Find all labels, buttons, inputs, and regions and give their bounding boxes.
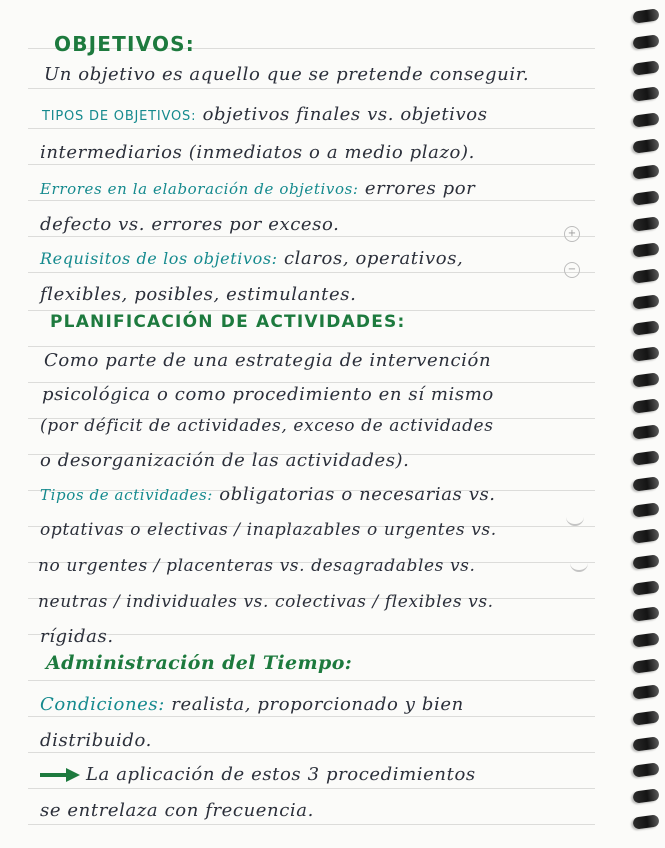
note-line: se entrelaza con frecuencia. bbox=[40, 800, 314, 821]
note-text: objetivos finales vs. objetivos bbox=[202, 104, 488, 125]
ruled-line bbox=[28, 200, 595, 201]
note-text: La aplicación de estos 3 procedimientos bbox=[86, 764, 476, 785]
note-line: distribuido. bbox=[40, 730, 152, 751]
arrow-right-icon bbox=[40, 768, 80, 782]
label-errores: Errores en la elaboración de objetivos: bbox=[40, 180, 359, 198]
note-line: defecto vs. errores por exceso. bbox=[40, 214, 340, 235]
ruled-line bbox=[28, 310, 595, 311]
label-requisitos: Requisitos de los objetivos: bbox=[40, 249, 278, 268]
label-tipos-objetivos: TIPOS DE OBJETIVOS: bbox=[42, 109, 197, 124]
label-tipos-actividades: Tipos de actividades: bbox=[40, 486, 213, 504]
note-line: intermediarios (inmediatos o a medio plazo). bbox=[40, 142, 475, 163]
note-line: (por déficit de actividades, exceso de actividades bbox=[40, 416, 494, 436]
ruled-line bbox=[28, 680, 595, 681]
note-line: no urgentes / placenteras vs. desagradables vs. bbox=[38, 556, 476, 576]
note-line: Un objetivo es aquello que se pretende conseguir. bbox=[44, 64, 530, 85]
heading-administracion: Administración del Tiempo: bbox=[46, 652, 353, 674]
margin-mark bbox=[570, 558, 588, 572]
ruled-line bbox=[28, 164, 595, 165]
ruled-line bbox=[28, 128, 595, 129]
ruled-line bbox=[28, 236, 595, 237]
note-line: o desorganización de las actividades). bbox=[40, 450, 410, 471]
note-text: obligatorias o necesarias vs. bbox=[219, 484, 496, 505]
ruled-line bbox=[28, 716, 595, 717]
note-line: neutras / individuales vs. colectivas / flexibles vs. bbox=[38, 592, 494, 612]
note-line bbox=[42, 104, 488, 125]
spiral-binding bbox=[625, 0, 665, 848]
note-line bbox=[40, 178, 475, 199]
ruled-line bbox=[28, 752, 595, 753]
heading-objetivos: OBJETIVOS: bbox=[54, 32, 195, 56]
note-line: rígidas. bbox=[40, 626, 114, 647]
ruled-line bbox=[28, 272, 595, 273]
ruled-line bbox=[28, 824, 595, 825]
note-line: flexibles, posibles, estimulantes. bbox=[40, 284, 357, 305]
margin-plus-mark: + bbox=[564, 226, 580, 242]
ruled-line bbox=[28, 346, 595, 347]
heading-planificacion: PLANIFICACIÓN DE ACTIVIDADES: bbox=[50, 312, 406, 332]
ruled-line bbox=[28, 88, 595, 89]
note-line bbox=[40, 694, 464, 715]
margin-mark bbox=[566, 512, 584, 526]
note-line: optativas o electivas / inaplazables o urgentes vs. bbox=[40, 520, 497, 540]
note-line: psicológica o como procedimiento en sí mismo bbox=[42, 384, 494, 405]
label-condiciones: Condiciones: bbox=[40, 694, 165, 715]
note-line: Como parte de una estrategia de intervención bbox=[44, 350, 492, 371]
note-line bbox=[40, 764, 476, 785]
margin-minus-mark: − bbox=[564, 262, 580, 278]
note-text: realista, proporcionado y bien bbox=[171, 694, 464, 715]
note-text: errores por bbox=[364, 178, 476, 199]
note-line bbox=[40, 248, 463, 269]
note-line bbox=[40, 484, 496, 505]
ruled-line bbox=[28, 788, 595, 789]
ruled-line bbox=[28, 382, 595, 383]
note-text: claros, operativos, bbox=[283, 248, 464, 269]
